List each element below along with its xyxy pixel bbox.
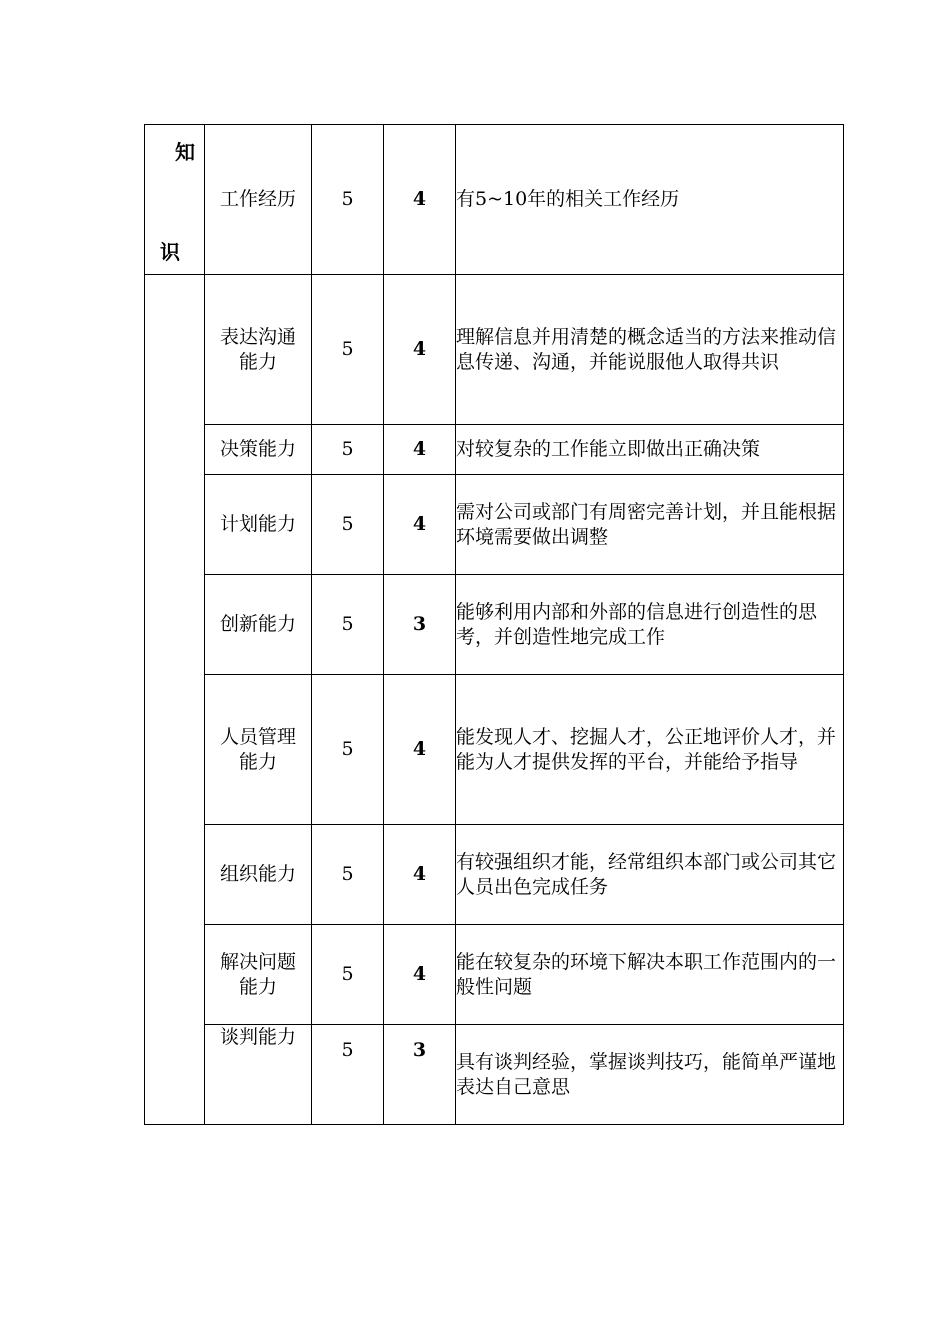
- item-description: 能在较复杂的环境下解决本职工作范围内的一般性问题: [456, 925, 844, 1025]
- standard-score: 5: [312, 575, 384, 675]
- item-description: 对较复杂的工作能立即做出正确决策: [456, 425, 844, 475]
- table-row: [145, 125, 844, 275]
- table-row: [145, 1025, 844, 1125]
- item-description: 具有谈判经验，掌握谈判技巧，能简单严谨地表达自己意思: [456, 1025, 844, 1125]
- table-row: [145, 825, 844, 925]
- actual-score: 3: [384, 575, 456, 675]
- item-description: 能够利用内部和外部的信息进行创造性的思考，并创造性地完成工作: [456, 575, 844, 675]
- table-row: [145, 925, 844, 1025]
- table-row: [145, 575, 844, 675]
- table-row: [145, 425, 844, 475]
- actual-score: 3: [384, 1025, 456, 1125]
- item-description: 理解信息并用清楚的概念适当的方法来推动信息传递、沟通，并能说服他人取得共识: [456, 275, 844, 425]
- item-name: 创新能力: [205, 575, 312, 675]
- standard-score: 5: [312, 825, 384, 925]
- table-row: [145, 475, 844, 575]
- standard-score: 5: [312, 1025, 384, 1125]
- category-cell-ability: [145, 275, 205, 1125]
- competency-table: [144, 124, 844, 1125]
- actual-score: 4: [384, 925, 456, 1025]
- item-name: 人员管理能力: [205, 675, 312, 825]
- item-description: 有5~10年的相关工作经历: [456, 125, 844, 275]
- item-description: 有较强组织才能，经常组织本部门或公司其它人员出色完成任务: [456, 825, 844, 925]
- item-name: 组织能力: [205, 825, 312, 925]
- item-name: 解决问题能力: [205, 925, 312, 1025]
- actual-score: 4: [384, 275, 456, 425]
- item-name: 计划能力: [205, 475, 312, 575]
- item-name: 表达沟通能力: [205, 275, 312, 425]
- category-char-bottom: 识: [160, 239, 180, 264]
- standard-score: 5: [312, 425, 384, 475]
- item-description: 需对公司或部门有周密完善计划，并且能根据环境需要做出调整: [456, 475, 844, 575]
- table-row: [145, 275, 844, 425]
- actual-score: 4: [384, 675, 456, 825]
- actual-score: 4: [384, 825, 456, 925]
- standard-score: 5: [312, 275, 384, 425]
- standard-score: 5: [312, 675, 384, 825]
- item-name: 谈判能力: [205, 1025, 312, 1125]
- table-row: [145, 675, 844, 825]
- standard-score: 5: [312, 475, 384, 575]
- category-cell-knowledge: [145, 125, 205, 275]
- standard-score: 5: [312, 125, 384, 275]
- actual-score: 4: [384, 425, 456, 475]
- actual-score: 4: [384, 125, 456, 275]
- actual-score: 4: [384, 475, 456, 575]
- item-name: 决策能力: [205, 425, 312, 475]
- item-name: 工作经历: [205, 125, 312, 275]
- standard-score: 5: [312, 925, 384, 1025]
- item-description: 能发现人才、挖掘人才，公正地评价人才，并能为人才提供发挥的平台，并能给予指导: [456, 675, 844, 825]
- category-char-top: 知: [175, 139, 195, 164]
